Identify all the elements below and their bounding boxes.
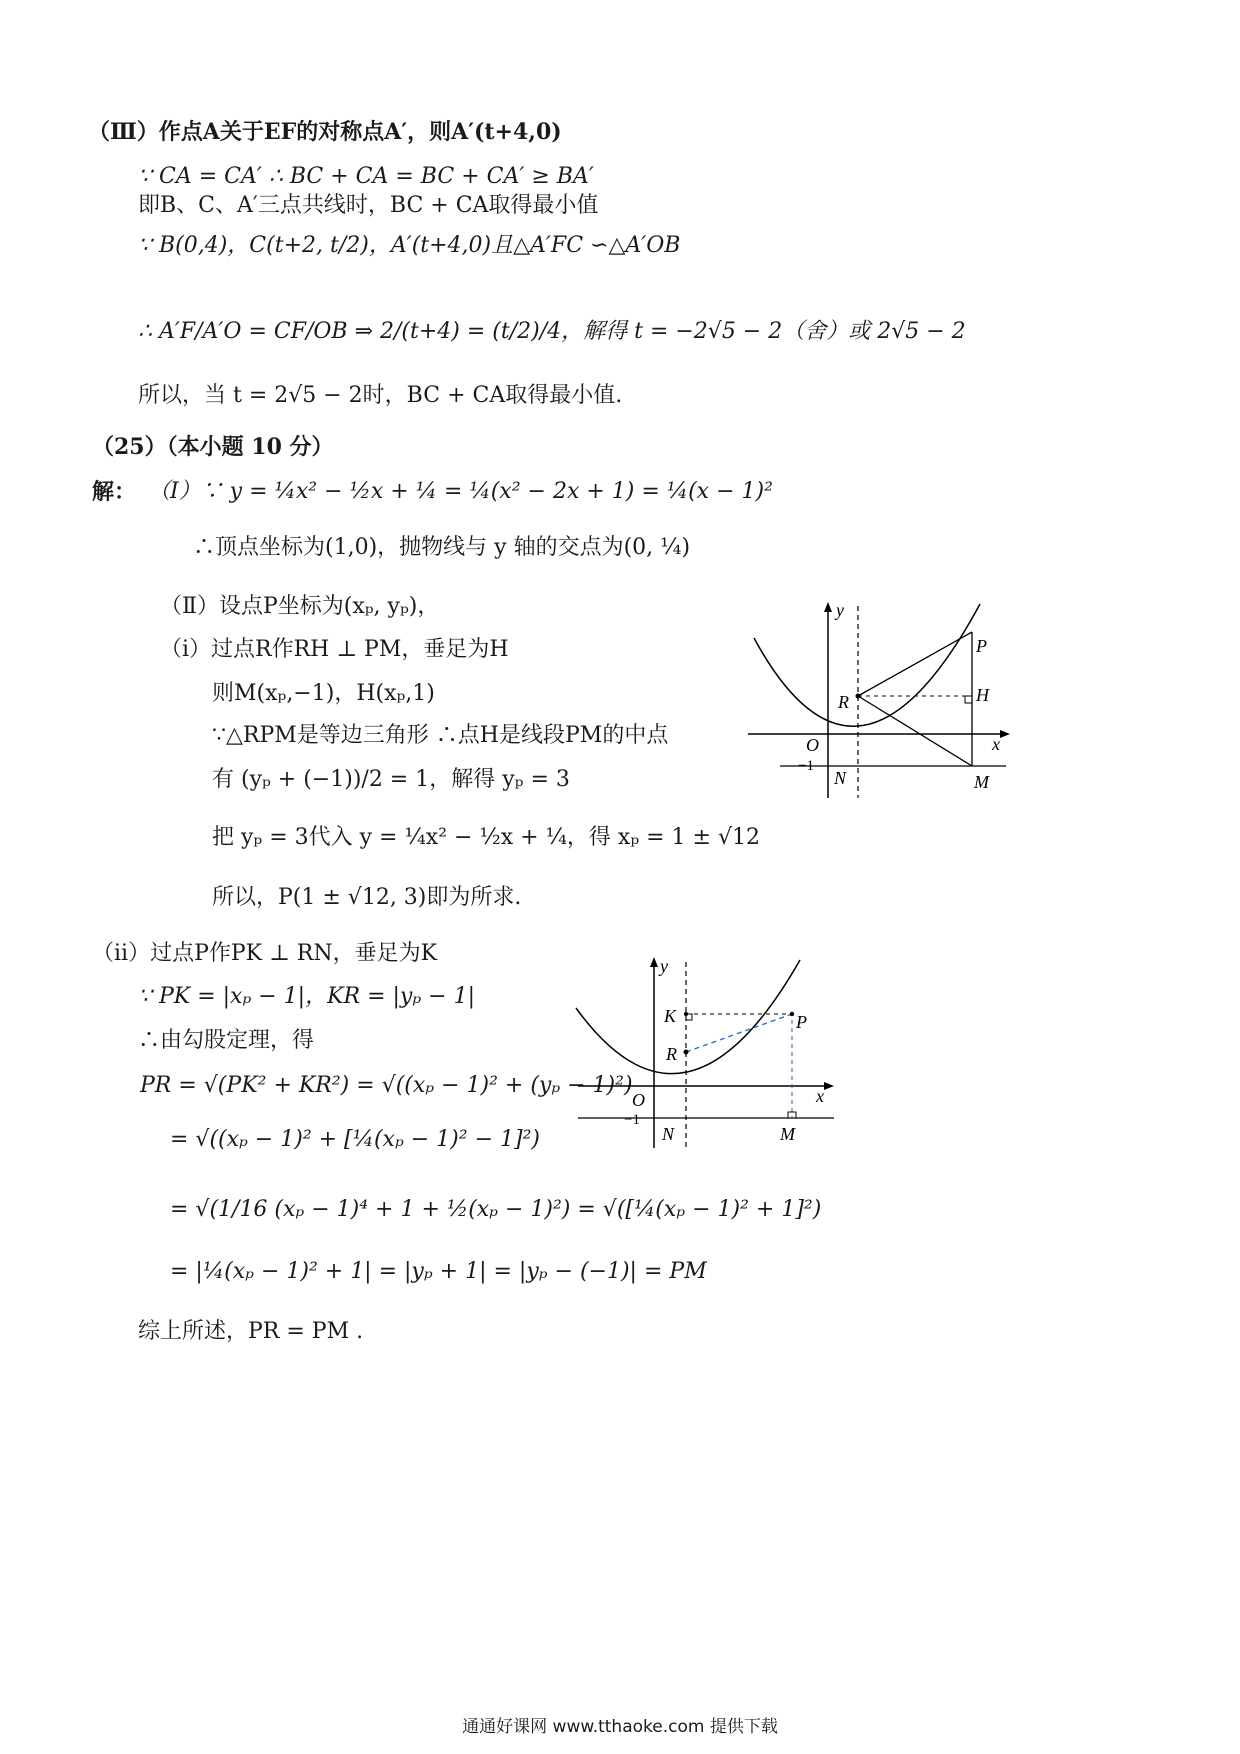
fig2-x-arrow [824,1082,834,1090]
fig1-segment-rm [858,696,972,766]
fig2-y-arrow [650,957,658,967]
q25-sub-ii-line1: ∵ PK = |xₚ − 1|，KR = |yₚ − 1| [138,984,475,1009]
part3-line3: ∵ B(0,4)，C(t+2, t/2)，A′(t+4,0)且△A′FC ∽△A′OB [138,233,681,258]
fig1-segment-rp [858,632,972,696]
fig1-label-m: M [974,772,989,792]
fig2-label-p: P [796,1012,807,1032]
part3-line5: 所以，当 t = 2√5 − 2时，BC + CA取得最小值. [138,383,623,408]
fig1-label-minus1: −1 [798,758,814,774]
q25-sub-ii-eq4: = |¼(xₚ − 1)² + 1| = |yₚ + 1| = |yₚ − (−1)| = PM [170,1259,707,1284]
q25-part2-heading: （Ⅱ）设点P坐标为(xₚ, yₚ)， [160,594,440,619]
fig2-point-r [684,1050,689,1055]
q25-sub-ii-eq3: = √(1/16 (xₚ − 1)⁴ + 1 + ½(xₚ − 1)²) = √([¼(xₚ − 1)² + 1]²) [170,1197,822,1222]
q25-sub-i-line4: 把 yₚ = 3代入 y = ¼x² − ½x + ¼，得 xₚ = 1 ± √12 [212,825,760,850]
q25-sub-ii-eq2: = √((xₚ − 1)² + [¼(xₚ − 1)² − 1]²) [170,1127,540,1152]
q25-sub-i-heading: （ⅰ）过点R作RH ⊥ PM，垂足为H [160,637,509,662]
fig2-label-x: x [816,1086,824,1106]
fig2-label-k: K [664,1006,677,1026]
q25-solution-label: 解： [92,479,137,505]
fig1-label-p: P [976,636,987,656]
fig1-right-angle-mark [965,696,972,703]
fig1-label-x: x [992,734,1000,754]
part3-line1: ∵ CA = CA′ ∴ BC + CA = BC + CA′ ≥ BA′ [138,164,594,189]
q25-title: （25）（本小题 10 分） [92,434,334,460]
q25-sub-ii-eq1: PR = √(PK² + KR²) = √((xₚ − 1)² + (yₚ − 1)²) [140,1073,633,1098]
fig2-parabola [576,960,800,1074]
q25-sub-ii-line2: ∴由勾股定理，得 [138,1028,315,1053]
fig1-label-r: R [838,692,849,712]
fig2-label-o: O [632,1090,645,1110]
fig2-segment-pr [686,1014,792,1052]
fig2-label-r: R [666,1044,677,1064]
fig1-parabola [754,604,980,726]
part3-heading: （Ⅲ）作点A关于EF的对称点A′，则A′(t+4,0) [88,119,562,145]
q25-sub-i-line1: 则M(xₚ,−1)，H(xₚ,1) [212,681,435,706]
fig2-label-m: M [780,1124,795,1144]
fig1-y-arrow [824,602,832,612]
fig2-point-k [684,1012,688,1016]
fig1-label-h: H [976,685,989,705]
page-footer: 通通好课网 www.tthaoke.com 提供下载 [462,1717,778,1737]
fig1-label-y: y [836,600,844,620]
q25-part1-line: （Ⅰ）∵ y = ¼x² − ½x + ¼ = ¼(x² − 2x + 1) = ¼(x − 1)² [148,479,773,504]
q25-conclusion: 综上所述，PR = PM . [138,1319,364,1344]
fig1-x-arrow [1000,730,1010,738]
q25-part1-result: ∴顶点坐标为(1,0)，抛物线与 y 轴的交点为(0, ¼) [193,535,691,560]
figure-1-diagram [748,598,1018,798]
part3-line2: 即B、C、A′三点共线时，BC + CA取得最小值 [138,193,599,218]
q25-sub-i-line3: 有 (yₚ + (−1))/2 = 1，解得 yₚ = 3 [212,767,570,792]
part3-line4: ∴ A′F/A′O = CF/OB ⇒ 2/(t+4) = (t/2)/4，解得 t = −2√5 − 2（舍）或 2√5 − 2 [138,319,966,344]
fig1-point-r [856,694,861,699]
q25-sub-i-line2: ∵△RPM是等边三角形 ∴点H是线段PM的中点 [212,723,669,748]
fig1-label-o: O [806,735,819,755]
fig2-label-y: y [660,956,668,976]
fig2-point-p [790,1012,794,1016]
q25-sub-ii-heading: （ⅱ）过点P作PK ⊥ RN，垂足为K [92,941,438,966]
q25-sub-i-line5: 所以，P(1 ± √12, 3)即为所求. [212,885,522,910]
fig1-label-n: N [834,768,847,788]
figure-2-diagram [572,952,842,1152]
fig2-label-minus1: −1 [624,1112,640,1128]
fig2-label-n: N [662,1124,675,1144]
